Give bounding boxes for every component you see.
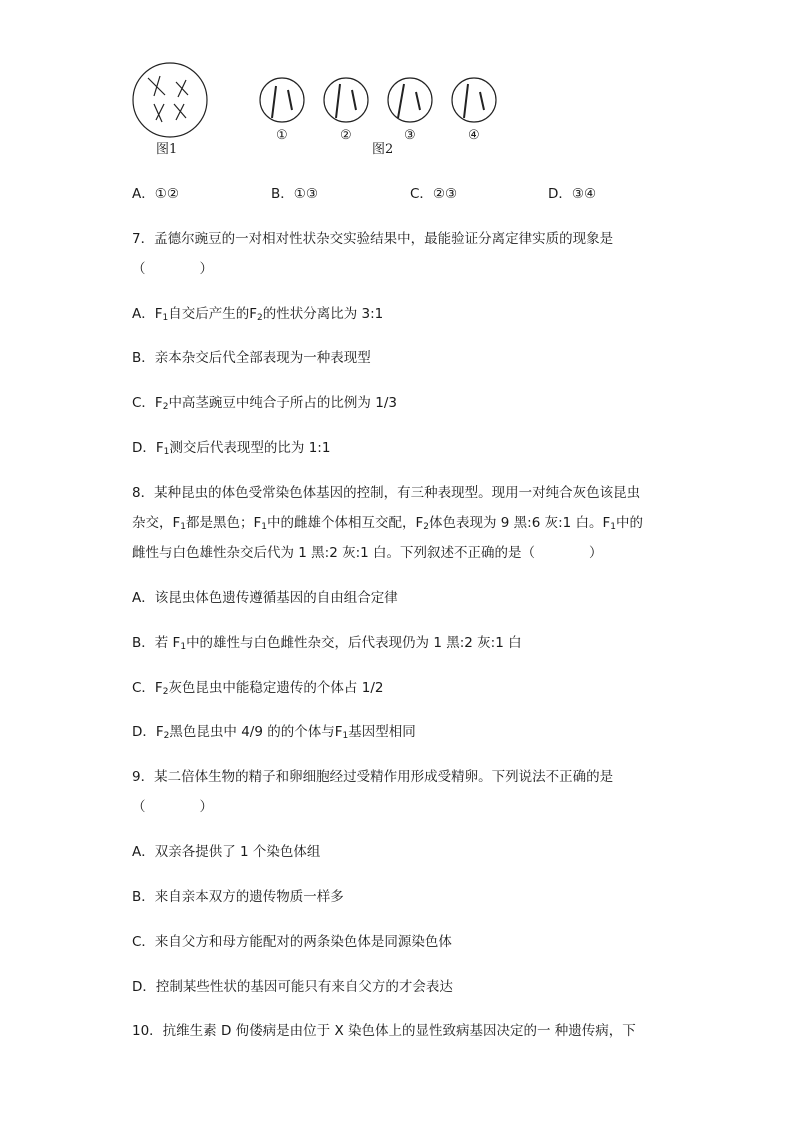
q9-option-d: D．控制某些性状的基因可能只有来自父方的才会表达 [132,979,453,995]
q8-stem-line-3: 雌性与白色雄性杂交后代为 1 黑:2 灰:1 白。下列叙述不正确的是（ ） [132,545,603,561]
q9-option-b: B．来自亲本双方的遗传物质一样多 [132,889,344,905]
fig2-cell-2 [324,78,368,122]
fig2-caption: 图2 [372,142,394,157]
q8-option-b: B．若 $F_1$中的雄性与白色雌性杂交，后代表现仍为 1 黑:2 灰:1 白 [132,635,522,652]
fig1-caption: 图1 [156,142,178,157]
q8-option-a: A．该昆虫体色遗传遵循基因的自由组合定律 [132,590,398,606]
q6-option-b: B．①③ [271,186,318,202]
cell-label-4: ④ [468,128,480,143]
fig1-cell [133,63,207,137]
q10-stem-line-1: 10．抗维生素 D 佝偻病是由位于 X 染色体上的显性致病基因决定的一 种遗传病，下 [132,1023,636,1039]
q7-option-c: C．$F_2$中高茎豌豆中纯合子所占的比例为 1/3 [132,395,397,412]
figure-area [0,0,794,170]
q7-option-a: A．$F_1$自交后产生的$F_2$的性状分离比为 3:1 [132,306,384,323]
q9-option-a: A．双亲各提供了 1 个染色体组 [132,844,321,860]
q7-blank: （ ） [132,261,213,277]
q9-blank: （ ） [132,799,213,815]
q7-stem: 7．孟德尔豌豆的一对相对性状杂交实验结果中，最能验证分离定律实质的现象是 [132,231,614,247]
q6-option-c: C．②③ [410,186,458,202]
cell-label-2: ② [340,128,352,143]
q8-stem-line-1: 8．某种昆虫的体色受常染色体基因的控制，有三种表现型。现用一对纯合灰色该昆虫 [132,485,641,501]
q9-stem: 9．某二倍体生物的精子和卵细胞经过受精作用形成受精卵。下列说法不正确的是 [132,769,614,785]
q6-option-a: A．①② [132,186,179,202]
cell-label-3: ③ [404,128,416,143]
fig2-cell-1 [260,78,304,122]
q8-stem-line-2: 杂交，$F_1$都是黑色；$F_1$中的雌雄个体相互交配，$F_2$体色表现为 9 黑:6 灰:1 白。$F_1$中的 [132,515,644,532]
chromosome-figures [0,0,794,170]
fig2-cell-3 [388,78,432,122]
q7-option-b: B．亲本杂交后代全部表现为一种表现型 [132,350,371,366]
cell-label-1: ① [276,128,288,143]
q8-option-d: D．$F_2$黑色昆虫中 4/9 的的个体与$F_1$基因型相同 [132,724,416,741]
q8-option-c: C．$F_2$灰色昆虫中能稳定遗传的个体占 1/2 [132,680,384,697]
q7-option-d: D．$F_1$测交后代表现型的比为 1:1 [132,440,331,457]
q6-option-d: D．③④ [548,186,597,202]
q9-option-c: C．来自父方和母方能配对的两条染色体是同源染色体 [132,934,452,950]
fig2-cell-4 [452,78,496,122]
fig1-chromosomes [148,76,188,122]
